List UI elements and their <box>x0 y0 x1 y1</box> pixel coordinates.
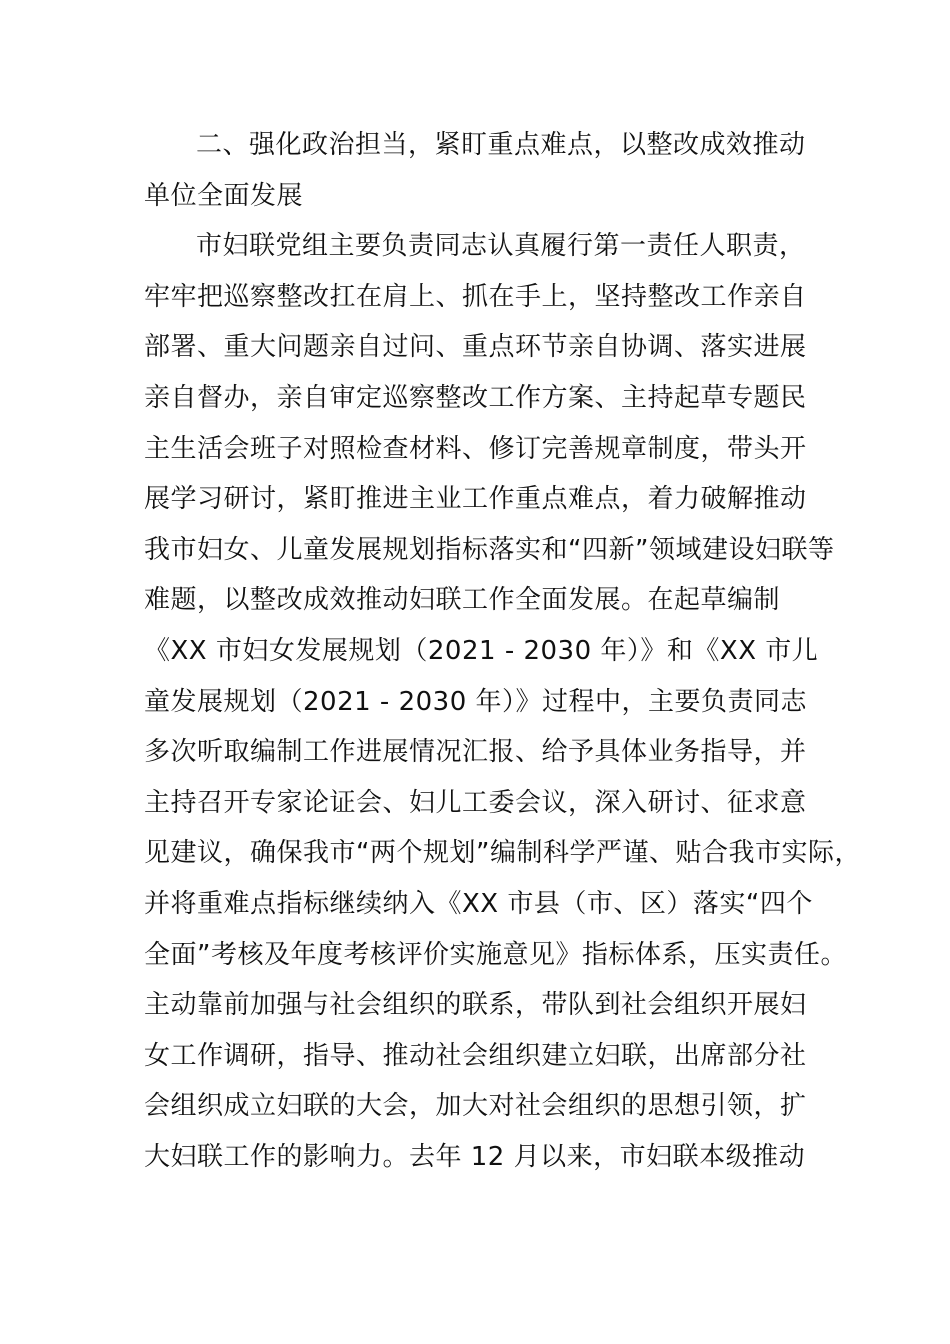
section-heading-line-1: 二、强化政治担当，紧盯重点难点，以整改成效推动 <box>196 130 806 160</box>
paragraph-line: 会组织成立妇联的大会，加大对社会组织的思想引领，扩 <box>144 1091 807 1122</box>
paragraph-line: 并将重难点指标继续纳入《XX 市县（市、区）落实“四个 <box>144 888 813 919</box>
paragraph-line: 主动靠前加强与社会组织的联系，带队到社会组织开展妇 <box>144 990 807 1021</box>
paragraph-line: 部署、重大问题亲自过问、重点环节亲自协调、落实进展 <box>144 332 807 363</box>
paragraph-line: 见建议，确保我市“两个规划”编制科学严谨、贴合我市实际， <box>144 838 861 869</box>
paragraph-line: 《XX 市妇女发展规划（2021 - 2030 年）》和《XX 市儿 <box>144 635 819 666</box>
paragraph-line: 全面”考核及年度考核评价实施意见》指标体系，压实责任。 <box>144 939 847 970</box>
document-body <box>144 120 861 1182</box>
paragraph-line: 市妇联党组主要负责同志认真履行第一责任人职责， <box>196 231 806 262</box>
paragraph-line: 女工作调研，指导、推动社会组织建立妇联，出席部分社 <box>144 1040 807 1071</box>
paragraph-line: 多次听取编制工作进展情况汇报、给予具体业务指导，并 <box>144 737 807 768</box>
paragraph-line: 我市妇女、儿童发展规划指标落实和“四新”领域建设妇联等 <box>144 534 835 565</box>
paragraph-line: 亲自督办，亲自审定巡察整改工作方案、主持起草专题民 <box>144 382 807 413</box>
section-heading-line-2: 单位全面发展 <box>144 180 304 211</box>
paragraph-line: 主持召开专家论证会、妇儿工委会议，深入研讨、征求意 <box>144 787 807 818</box>
paragraph-line: 主生活会班子对照检查材料、修订完善规章制度，带头开 <box>144 433 807 464</box>
paragraph-line: 牢牢把巡察整改扛在肩上、抓在手上，坚持整改工作亲自 <box>144 281 807 312</box>
paragraph-line: 展学习研讨，紧盯推进主业工作重点难点，着力破解推动 <box>144 484 807 515</box>
paragraph-line: 童发展规划（2021 - 2030 年）》过程中，主要负责同志 <box>144 686 808 717</box>
paragraph-line: 大妇联工作的影响力。去年 12 月以来，市妇联本级推动 <box>144 1141 806 1172</box>
paragraph-line: 难题，以整改成效推动妇联工作全面发展。在起草编制 <box>144 585 781 616</box>
